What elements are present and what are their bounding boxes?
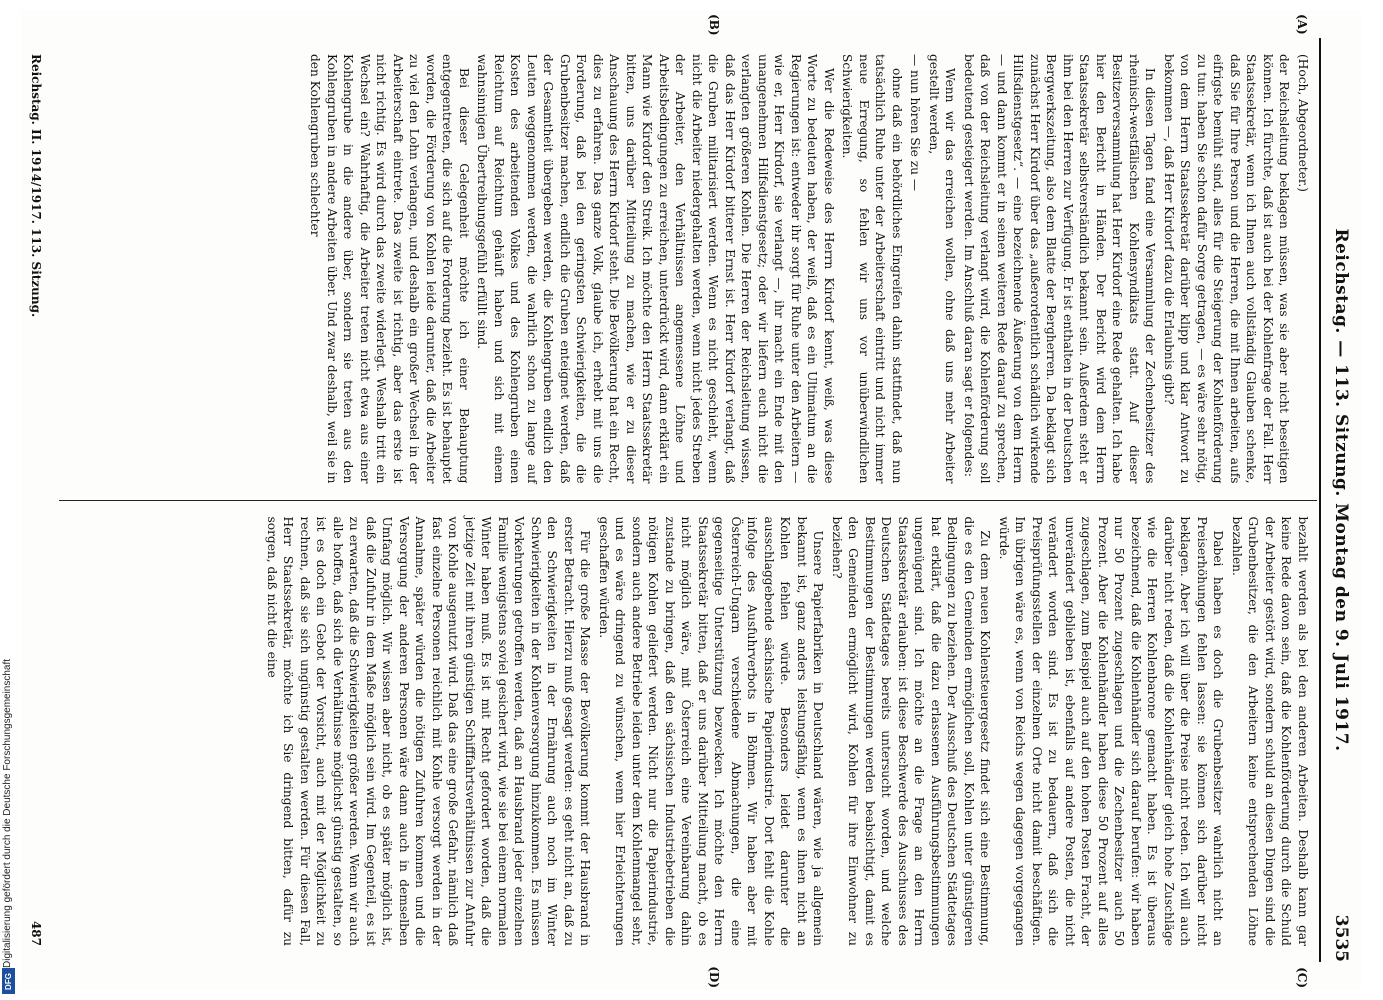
paragraph: Wer die Redeweise des Herrn Kirdorf kennt, weiß, was diese Worte zu bedeuten haben, der weiß, daß es ein Ultimatum an die Regierungen ist: entweder ihr sorgt für Ruhe unter den Arbeitern — wie er, Herr Kirdorf, sie verlangt —, ihr macht ein Ende mit den unangenehmen Hilfsdienstgesetz; oder wir liefern euch nicht die verlangten größeren Kohlen. Die Herren der Reichsleitung wissen, daß das Herr Kirdorf bitterer Ernst ist. Herr Kirdorf verlangt, daß die Gruben militarisiert werden. Wenn es nicht geschieht, wenn nicht die Arbeiter niedergehalten werden, wenn nicht jedes Streben der Arbeiter, den Verhältnissen angemessene Löhne und Arbeitsbedingungen zu erreichen, unterdrückt wird, dann erklärt ein Mann wie Kirdorf den Streik. Ich möchte den Herrn Staatssekretär bitten, uns darüber Mitteilung zu machen, wie er zu dieser Anschauung des Herrn Kirdorf steht. Die Bevölkerung hat ein Recht, dies zu erfahren. Das ganze Volk, glaube ich, erhebt mit uns die Forderung, daß bei den geringsten Schwierigkeiten, die die Grubenbesitzer machen, endlich die Gruben enteignet werden, daß der Gesamtheit übergeben werden, die Kohlengruben endlich den Leuten weggenommen werden, die wahrlich schon zu lange auf Kosten des arbeitenden Volkes und des Kohlengruben einen Reichtum auf Reichtum gehäuft haben und sich mit einem wahnsinnigen Übertreibungsgefühl erfüllt sind. bbox=[475, 54, 836, 484]
margin-mark-c: (C) bbox=[1295, 967, 1309, 988]
paragraph: Für die große Masse der Bevölkerung kommt der Hausbrand in erster Betracht. Hierzu muß gesagt werden: es geht nicht an, daß zu den Schwierigkeiten in der Ernährung auch noch im Winter Schwierigkeiten in der Kohlenversorgung hinzukommen. Es müssen Vorkehrungen getroffen werden, daß an Hausbrand jeder einzelnen Familie wenigstens soviel gesichert wird, wie sie bei einem normalen Winter haben muß. Es ist mit Recht gefordert worden, daß die jetzige Zeit mit ihren günstigen Schifffahrtsverhältnissen zur Anfuhr von Kohle ausgenutzt wird. Daß das eine große Gefahr, nämlich daß fast einzelne Personen reichlich mit Kohle versorgt werden in der Annahme, später würden die nötigen Zufuhren kommen und die Versorgung der anderen Personen wäre dann auch in demselben Umfang möglich. Wir wissen aber nicht, ob es später möglich ist, daß die Zufuhr in dem Maße möglich sein wird. Im Gegenteil, es ist zu erwarten, daß die Schwierigkeiten größer werden. Wenn wir auch alle hoffen, daß sich die Verhältnisse möglichst günstig gestalten, so ist es doch ein Gebot der Vorsicht, auch mit der Möglichkeit zu rechnen, daß sie sich ungünstig gestalten werden. Für diesen Fall, Herr Staatssekretär, möchte ich Sie dringend bitten, dafür zu sorgen, daß nicht die eine bbox=[265, 516, 593, 946]
page-number: 3535 bbox=[1331, 914, 1351, 962]
footer-source: Reichstag. II. 1914/1917. 113. Sitzung. bbox=[29, 54, 43, 318]
dfg-logo-text: DFG bbox=[4, 972, 14, 990]
digitization-credit bbox=[2, 608, 16, 1000]
footer-number: 487 bbox=[29, 920, 43, 946]
speaker-note: (Hoch, Abgeordneter.) bbox=[1296, 54, 1310, 193]
paragraph: Unsere Papierfabriken in Deutschland wären, wie ja allgemein bekannt ist, ganz anders leistungsfähig, wenn es ihnen nicht an Kohlen fehlen würde. Besonders leidet darunter die ausschlaggebende sächsische Papierindustrie. Dort fehlt die Kohle infolge des Ausfuhrverbots in Böhmen. Wir haben aber mit Österreich-Ungarn verschiedene Abmachungen, die eine gegenseitige Unterstützung bezwecken. Ich möchte den Herrn Staatssekretär bitten, daß er uns darüber Mitteilung macht, ob es nicht möglich wäre, mit Österreich eine Vereinbarung dahin zustande zu bringen, daß den sächsischen Industriebetrieben die nötigen Kohlen geliefert werden. Nicht nur die Papierindustrie, sondern auch andere Betriebe leiden unter dem Kohlenmangel sehr, und es wäre dringend zu wünschen, wenn hier Erleichterungen geschaffen würden. bbox=[597, 516, 826, 946]
paragraph: bezahlt werden als bei den anderen Arbeiten. Deshalb kann gar keine Rede davon sein, daß die Kohlenförderung durch die Schuld der Arbeiter gestört wird, sondern schuld an diesen Dingen sind die Grubenbesitzer, die den Arbeitern keine entsprechenden Löhne bezahlen. bbox=[1230, 516, 1310, 946]
right-column bbox=[59, 501, 1317, 963]
quote: Wenn wir das erreichen wollen, ohne daß uns mehr Arbeiter gestellt werden, bbox=[927, 54, 958, 484]
margin-mark-a: (A) bbox=[1295, 14, 1309, 35]
newspaper-page bbox=[21, 10, 1361, 990]
paragraph: Zu dem neuen Kohlensteuergesetz findet sich eine Bestimmung, die es den Gemeinden ermöglichen soll, Kohlen unter günstigeren Bedingungen zu beziehen. Der Ausschuß des Deutschen Städtetages hat erklärt, daß die dazu erlassenen Ausführungsbestimmungen ungenügend sind. Ich möchte an die Frage an den Herrn Staatssekretär erlauben: ist diese Beschwerde des Ausschusses des Deutschen Städtetages bereits untersucht worden, und welche Bestimmungen der Bestimmungen werden beabsichtigt, damit es den Gemeinden ermöglicht wird, Kohlen für ihre Einwohner zu beziehen? bbox=[830, 516, 993, 946]
quote: ohne daß ein behördliches Eingreifen dahin stattfindet, daß nun tatsächlich Ruhe unter der Arbeiterschaft eintritt und nicht immer neue Erregung, so fehlen wir uns vor unüberwindlichen Schwierigkeiten. bbox=[840, 54, 904, 484]
paragraph: der Reichsleitung beklagen müssen, was sie aber nicht beseitigen können. Ich fürchte, daß ist auch bei der Kohlenfrage der Fall. Herr Staatssekretär, wenn ich Ihnen auch vollständig Glauben schenke, daß Sie für Ihre Person und die Herren, die mit Ihnen arbeiten, aufs eifrigste bemüht sind, alles für die Steigerung der Kohlenförderung zu tun: haben Sie schon dafür Sorge getragen, — es wäre sehr nötig, von dem Herrn Staatssekretär darüber klipp und klar Antwort zu bekommen —, daß Herr Kirdorf dazu die Erlaubnis gibt? bbox=[1162, 54, 1292, 484]
header-title: Reichstag. — 113. Sitzung. Montag den 9. Juli 1917. bbox=[1331, 228, 1351, 752]
page-footer bbox=[29, 54, 43, 946]
margin-mark-b: (B) bbox=[707, 14, 721, 36]
page-header bbox=[1319, 38, 1361, 962]
paragraph: Bei dieser Gelegenheit möchte ich einer Behauptung entgegentreten, die sich auf die Forderung bezieht. Es ist behauptet worden, die Förderung von Kohlen leide darunter, daß die Arbeiter zu viel den Lohn verlangen, und deshalb ein großer Wechsel in der Arbeiterschaft eintrete. Das zweite ist richtig, aber das erste ist nicht richtig. Es wird durch das zweite widerlegt. Weshalb tritt ein Wechsel ein? Wahrhaftig, die Arbeiter treten nicht etwa aus einer Kohlengrube in die andere über, sondern sie treten aus den Kohlengruben in andere Arbeiten über. Und zwar deshalb, weil sie in den Kohlengruben schlechter bbox=[308, 54, 471, 484]
margin-mark-d: (D) bbox=[707, 966, 721, 988]
page-body bbox=[59, 38, 1317, 962]
interjection: — nun hören Sie zu — bbox=[908, 54, 923, 192]
credit-text: Digitalisierung gefördert durch die Deutsche Forschungsgemeinschaft bbox=[2, 658, 13, 968]
paragraph: In diesen Tagen fand eine Versammlung der Zechenbesitzer des rheinisch-westfälischen Kohlensyndikats statt. Auf dieser Besitzerversammlung hat Herr Kirdorf eine Rede gehalten. Ich habe hier den Bericht in Händen. Der Bericht wird dem Herrn Staatssekretär selbstverständlich bekannt sein. Außerdem steht er ihm bei den Herren zur Verfügung. Er ist enthalten in der Deutschen Bergwerkszeitung, also dem Blatte der Bergherren. Da beklagt sich zunächst Herr Kirdorf über das „außerordentlich schädlich wirkende Hilfsdienstgesetz“. — eine bezeichnende Äußerung von dem Herrn — und dann kommt er in seinen weiteren Rede darauf zu sprechen, daß von der Reichsleitung verlangt wird, die Kohlenförderung soll bedeutend gesteigert werden. Im Anschluß daran sagt er folgendes: bbox=[962, 54, 1158, 484]
left-column bbox=[59, 38, 1317, 500]
dfg-logo bbox=[2, 968, 15, 994]
paragraph: Dabei haben es doch die Grubenbesitzer wahrlich nicht an Preiserhöhungen fehlen lassen: sie können sich darüber nicht beklagen. Aber ich will über die Preise nicht reden. Ich will auch darüber nicht reden, daß die Kohlenhändler gleich hohe Zuschläge wie die Herren Kohlenbarone gemacht haben. Es ist überaus bezeichnend, daß die Kohlenhändler sich darauf berufen: wir haben nur 50 Prozent zugeschlagen und die Zechenbesitzer auch 50 Prozent. Aber die Kohlenhändler haben diese 50 Prozent auf alles zugeschlagen, zum Beispiel auch auf den hohen Posten Fracht, der unverändert geblieben ist, ebenfalls auf andere Posten, die nicht verändert worden sind. Es ist zu bedauern, daß sich die Preisprüfungsstellen der einzelnen Orte nicht damit beschäftigen. Im übrigen wäre es, wenn von Reichs wegen dagegen vorgegangen würde. bbox=[997, 516, 1226, 946]
